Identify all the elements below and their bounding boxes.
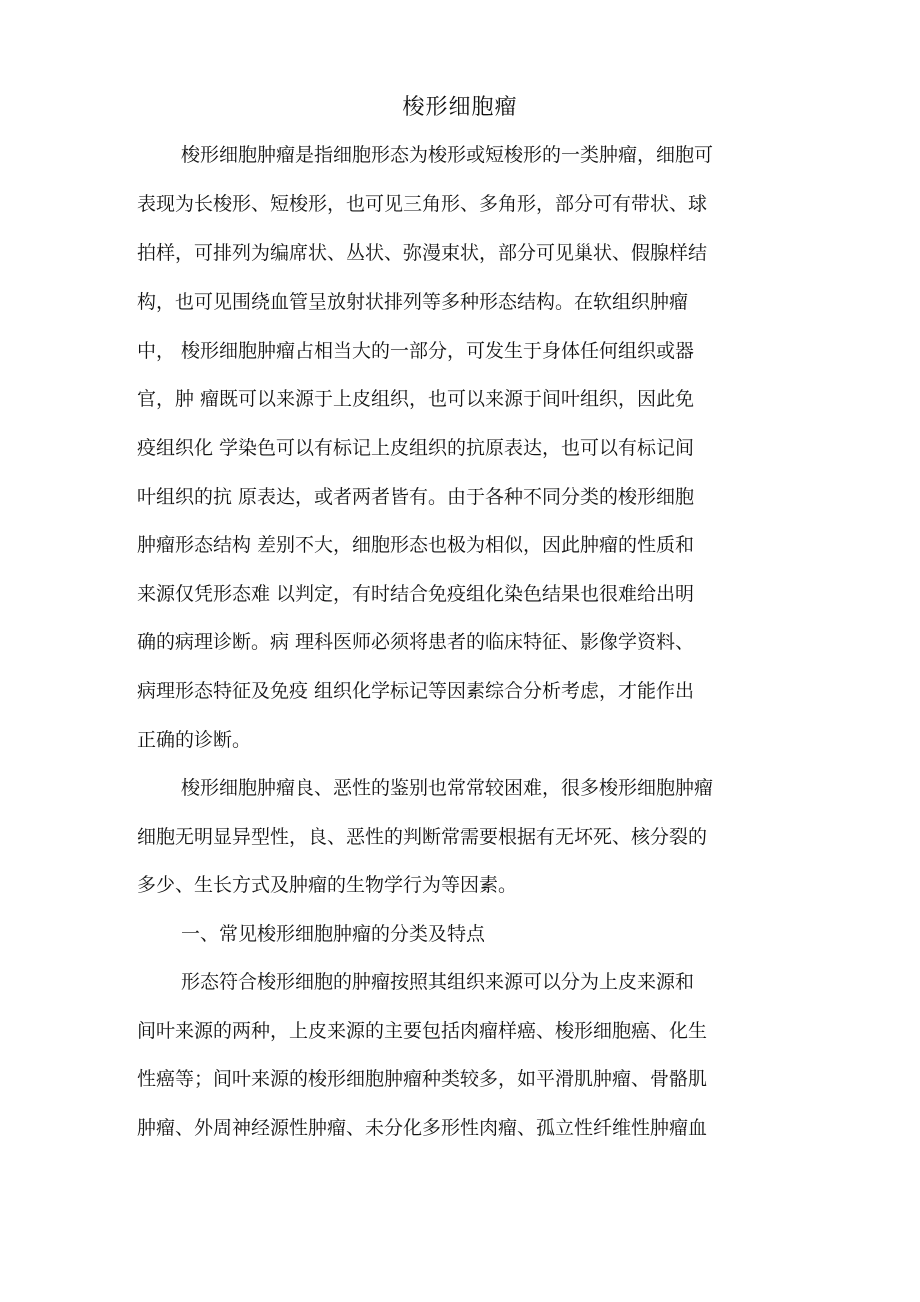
text-line: 梭形细胞肿瘤良、恶性的鉴别也常常较困难，很多梭形细胞肿瘤 <box>181 777 714 799</box>
text-line: 肿瘤、外周神经源性肿瘤、未分化多形性肉瘤、孤立性纤维性肿瘤血 <box>137 1117 708 1139</box>
text-line: 表现为长梭形、短梭形，也可见三角形、多角形，部分可有带状、球 <box>137 193 708 215</box>
section-heading: 一、常见梭形细胞肿瘤的分类及特点 <box>181 923 486 945</box>
text-line: 正确的诊断。 <box>137 729 252 751</box>
text-line: 性癌等；间叶来源的梭形细胞肿瘤种类较多，如平滑肌肿瘤、骨骼肌 <box>137 1068 708 1090</box>
document-title: 梭形细胞瘤 <box>402 95 518 120</box>
text-line: 中， 梭形细胞肿瘤占相当大的一部分，可发生于身体任何组织或器 <box>137 340 695 362</box>
text-line: 肿瘤形态结构 差别不大，细胞形态也极为相似，因此肿瘤的性质和 <box>137 534 695 556</box>
text-line: 疫组织化 学染色可以有标记上皮组织的抗原表达，也可以有标记间 <box>137 437 695 459</box>
text-line: 病理形态特征及免疫 组织化学标记等因素综合分析考虑，才能作出 <box>137 680 695 702</box>
text-line: 间叶来源的两种，上皮来源的主要包括肉瘤样癌、梭形细胞癌、化生 <box>137 1020 708 1042</box>
text-line: 构，也可见围绕血管呈放射状排列等多种形态结构。在软组织肿瘤 <box>137 291 689 313</box>
text-line: 来源仅凭形态难 以判定，有时结合免疫组化染色结果也很难给出明 <box>137 583 695 605</box>
text-line: 拍样，可排列为编席状、丛状、弥漫束状，部分可见巢状、假腺样结 <box>137 242 708 264</box>
text-line: 官，肿 瘤既可以来源于上皮组织，也可以来源于间叶组织，因此免 <box>137 388 695 410</box>
text-line: 形态符合梭形细胞的肿瘤按照其组织来源可以分为上皮来源和 <box>181 971 695 993</box>
text-line: 细胞无明显异型性，良、恶性的判断常需要根据有无坏死、核分裂的 <box>137 826 708 848</box>
text-line: 确的病理诊断。病 理科医师必须将患者的临床特征、影像学资料、 <box>137 631 695 653</box>
text-line: 多少、生长方式及肿瘤的生物学行为等因素。 <box>137 874 518 896</box>
text-line: 梭形细胞肿瘤是指细胞形态为梭形或短梭形的一类肿瘤，细胞可 <box>181 144 714 166</box>
text-line: 叶组织的抗 原表达，或者两者皆有。由于各种不同分类的梭形细胞 <box>137 486 695 508</box>
